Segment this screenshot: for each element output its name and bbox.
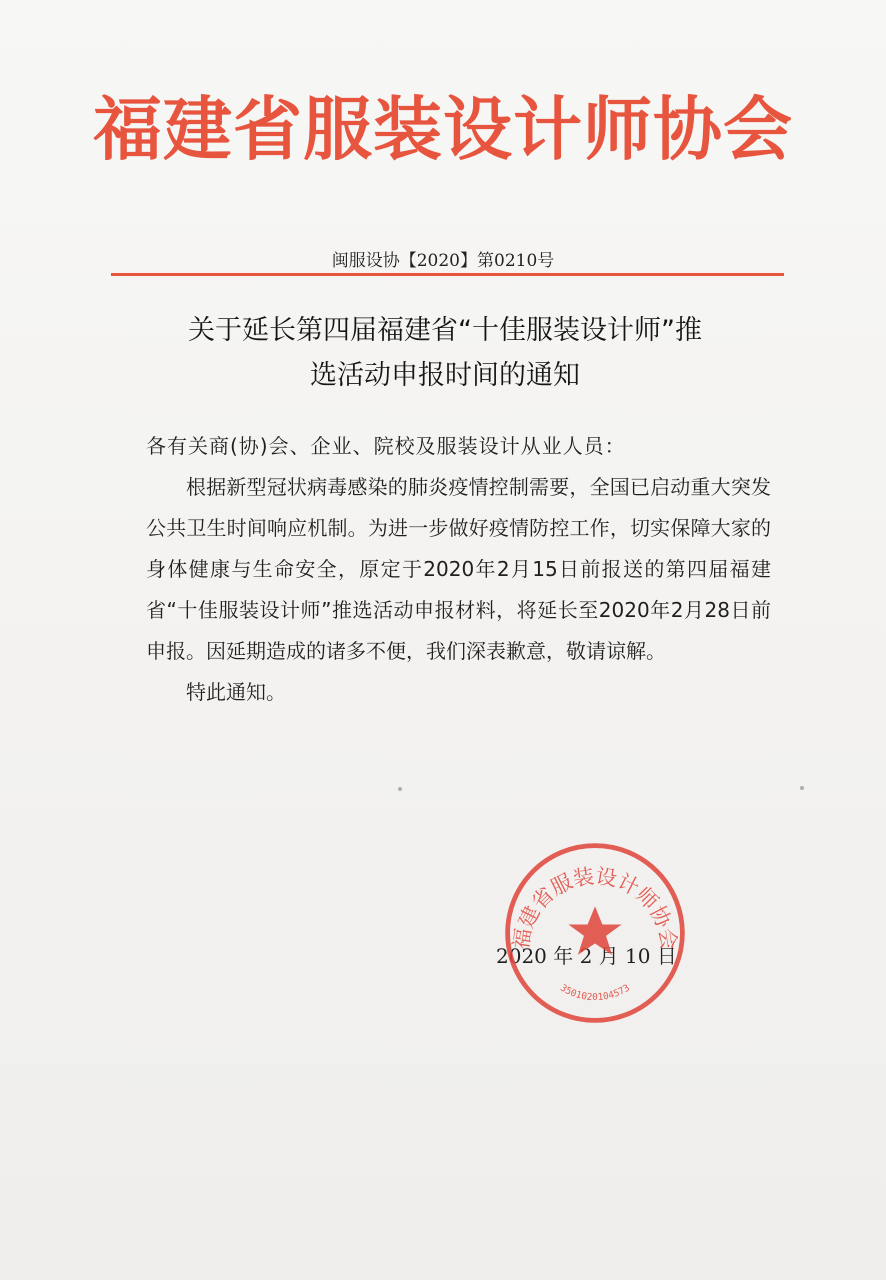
closing-line: 特此通知。	[186, 680, 286, 704]
main-paragraph: 根据新型冠状病毒感染的肺炎疫情控制需要，全国已启动重大突发公共卫生时间响应机制。为进一步做好疫情防控工作，切实保障大家的身体健康与生命安全，原定于2020年2月15日前报送的第四届福建省“十佳服装设计师”推选活动申报材料，将延长至2020年2月28日前申报。因延期造成的诸多不便，我们深表歉意，敬请谅解。	[146, 475, 771, 663]
notice-title-line-2: 选活动申报时间的通知	[310, 360, 580, 391]
notice-title-line-1: 关于延长第四届福建省“十佳服装设计师”推	[188, 315, 702, 346]
paper-speck	[398, 787, 402, 791]
official-seal-stamp	[500, 838, 690, 1028]
issue-date: 2020 年 2 月 10 日	[496, 944, 677, 968]
notice-body	[146, 426, 771, 713]
notice-title	[100, 308, 790, 398]
organization-letterhead: 福建省服装设计师协会	[93, 89, 793, 170]
seal-ring-text: 福建省服装设计师协会	[508, 864, 682, 952]
salutation: 各有关商(协)会、企业、院校及服装设计从业人员：	[146, 434, 626, 458]
seal-registration-number: 3501020104573	[558, 982, 632, 1004]
seal-star-icon	[568, 906, 621, 954]
paper-speck	[800, 786, 804, 790]
red-divider-line	[111, 273, 784, 276]
document-number: 闽服设协【2020】第0210号	[331, 251, 555, 271]
